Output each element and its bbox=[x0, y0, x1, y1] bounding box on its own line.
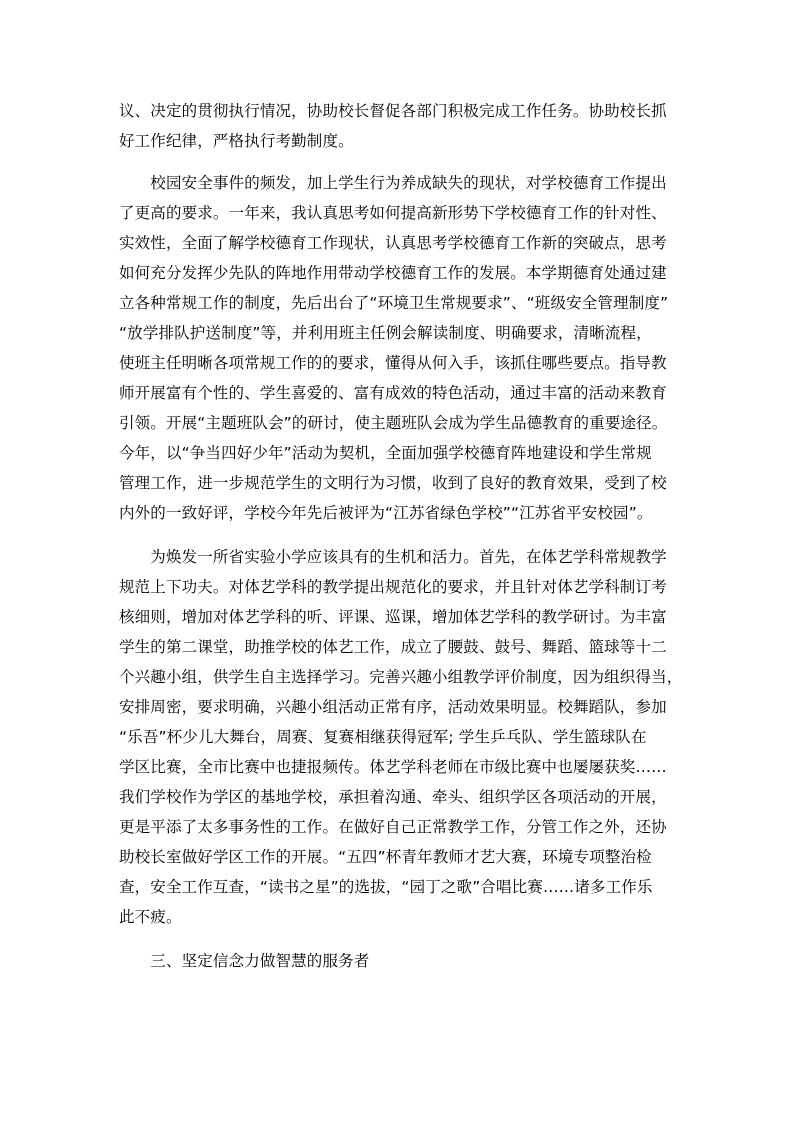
text-line: 助校长室做好学区工作的开展。“五四”杯青年教师才艺大赛，环境专项整治检 bbox=[119, 848, 652, 866]
text-line: 学生的第二课堂，助推学校的体艺工作，成立了腰鼓、鼓号、舞蹈、篮球等十二 bbox=[119, 638, 667, 656]
text-line: 此不疲。 bbox=[119, 908, 182, 926]
text-line: 好工作纪律，严格执行考勤制度。 bbox=[119, 132, 354, 150]
text-line: 安排周密，要求明确，兴趣小组活动正常有序，活动效果明显。校舞蹈队，参加 bbox=[119, 698, 667, 716]
text-line: 校园安全事件的频发，加上学生行为养成缺失的现状，对学校德育工作提出 bbox=[119, 174, 667, 192]
text-line: 个兴趣小组，供学生自主选择学习。完善兴趣小组教学评价制度，因为组织得当， bbox=[119, 668, 683, 686]
text-line: 为焕发一所省实验小学应该具有的生机和活力。首先，在体艺学科常规教学 bbox=[119, 548, 667, 566]
text-line: “放学排队护送制度”等，并利用班主任例会解读制度、明确要求，清晰流程， bbox=[119, 324, 652, 342]
paragraph-3 bbox=[119, 542, 683, 932]
text-line: 引领。开展“主题班队会”的研讨，使主题班队会成为学生品德教育的重要途径。 bbox=[119, 414, 668, 432]
text-line: 规范上下功夫。对体艺学科的教学提出规范化的要求，并且针对体艺学科制订考 bbox=[119, 578, 667, 596]
text-line: 内外的一致好评，学校今年先后被评为“江苏省绿色学校”“江苏省平安校园”。 bbox=[119, 504, 653, 522]
text-line: 管理工作，进一步规范学生的文明行为习惯，收到了良好的教育效果，受到了校 bbox=[119, 474, 667, 492]
text-line: 如何充分发挥少先队的阵地作用带动学校德育工作的发展。本学期德育处通过建 bbox=[119, 264, 667, 282]
text-line: 师开展富有个性的、学生喜爱的、富有成效的特色活动，通过丰富的活动来教育 bbox=[119, 384, 667, 402]
text-line: 核细则，增加对体艺学科的听、评课、巡课，增加体艺学科的教学研讨。为丰富 bbox=[119, 608, 667, 626]
paragraph-1 bbox=[119, 96, 679, 156]
text-line: 立各种常规工作的制度，先后出台了“环境卫生常规要求”、“班级安全管理制度” bbox=[119, 294, 669, 312]
text-line: 使班主任明晰各项常规工作的的要求，懂得从何入手，该抓住哪些要点。指导教 bbox=[119, 354, 667, 372]
text-line: 实效性，全面了解学校德育工作现状，认真思考学校德育工作新的突破点，思考 bbox=[119, 234, 667, 252]
paragraph-2 bbox=[119, 168, 679, 528]
text-line: 议、决定的贯彻执行情况，协助校长督促各部门积极完成工作任务。协助校长抓 bbox=[119, 102, 667, 120]
section-heading: 三、坚定信念力做智慧的服务者 bbox=[119, 952, 370, 970]
document-page bbox=[119, 96, 683, 976]
text-line: 更是平添了太多事务性的工作。在做好自己正常教学工作，分管工作之外，还协 bbox=[119, 818, 667, 836]
text-line: 今年，以“争当四好少年”活动为契机，全面加强学校德育阵地建设和学生常规 bbox=[119, 444, 652, 462]
text-line: 了更高的要求。一年来，我认真思考如何提高新形势下学校德育工作的针对性、 bbox=[119, 204, 667, 222]
text-line: “乐吾”杯少儿大舞台，周赛、复赛相继获得冠军; 学生乒乓队、学生篮球队在 bbox=[119, 728, 647, 746]
text-line: 我们学校作为学区的基地学校，承担着沟通、牵头、组织学区各项活动的开展， bbox=[119, 788, 667, 806]
text-line: 查，安全工作互查，“读书之星”的选拔，“园丁之歌”合唱比赛……诸多工作乐 bbox=[119, 878, 653, 896]
text-line: 学区比赛，全市比赛中也捷报频传。体艺学科老师在市级比赛中也屡屡获奖…… bbox=[119, 758, 667, 776]
